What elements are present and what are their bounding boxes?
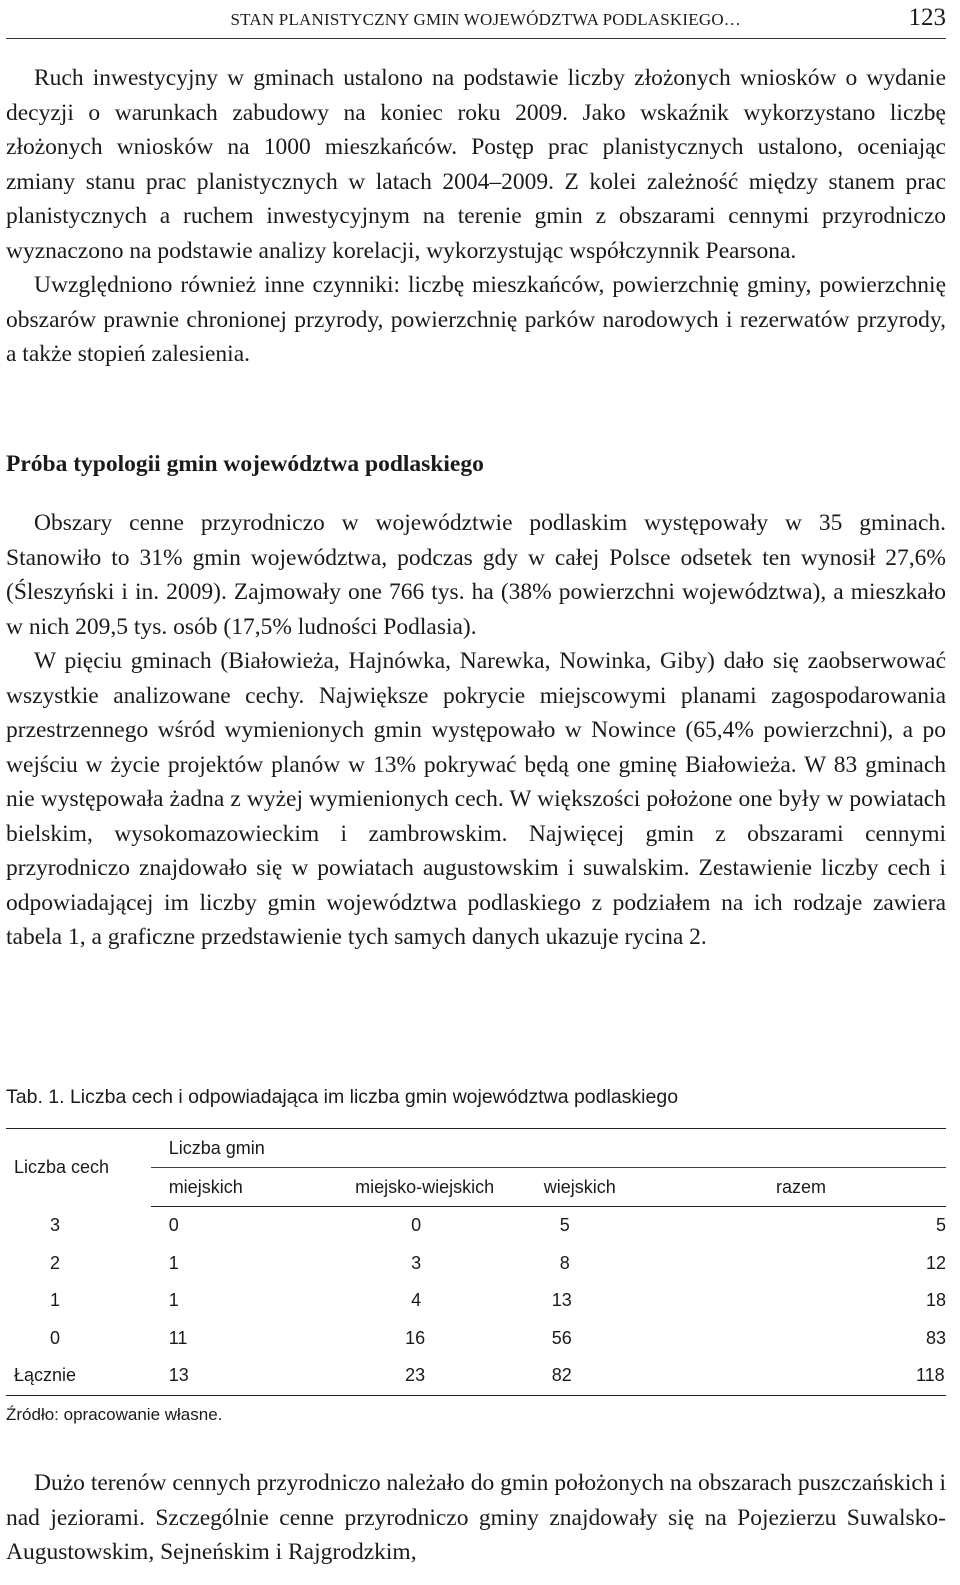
paragraph: W pięciu gminach (Białowieża, Hajnówka, Narewka, Nowinka, Giby) dało się zaobserwować wszystkie analizowane cechy. Największe pokrycie miejscowymi planami zagospodarowania przestrzennego wśród wymienionych gmin występowało w Nowince (65,4% powierzchni), a po wejściu w życie projektów planów w 13% pokrywać będą one gminę Białowieża. W 83 gminach nie występowała żadna z wyżej wymienionych cech. W większości położone one były w powiatach bielskim, wysokomazowieckim i zambrowskim. Najwięcej gmin z obszarami cennymi przyrodniczo znajdowało się w powiatach augustowskim i suwalskim. Zestawienie liczby cech i odpowiadającej im liczby gmin województwa podlaskiego z podziałem na ich rodzaje zawiera tabela 1, a graficzne przedstawienie tych samych danych ukazuje rycina 2.	[6, 648, 946, 950]
table-cell: 3	[411, 1252, 422, 1273]
table-cell: 5	[935, 1215, 946, 1236]
table-cell: 1	[168, 1252, 179, 1273]
table-row	[6, 1320, 946, 1358]
table-cell: 5	[559, 1215, 570, 1236]
table-cell: Łącznie	[6, 1357, 151, 1395]
column-group-label: Liczba gmin	[151, 1129, 946, 1168]
table-cell: 0	[50, 1327, 61, 1348]
column-header: wiejskich	[536, 1168, 716, 1207]
table-cell: 56	[551, 1327, 572, 1348]
table-cell: 3	[50, 1215, 61, 1235]
table-cell: 16	[405, 1327, 426, 1348]
table-cell: 23	[341, 1357, 536, 1395]
table-row	[6, 1245, 946, 1283]
paragraph: Obszary cenne przyrodniczo w województwie podlaskim występowały w 35 gminach. Stanowiło to 31% gmin województwa, podczas gdy w całej Polsce odsetek ten wynosił 27,6% (Śleszyński i in. 2009). Zajmowały one 766 tys. ha (38% powierzchni województwa), a mieszkało w nich 209,5 tys. osób (17,5% ludności Podlasia).	[6, 510, 946, 640]
table-cell: 82	[536, 1357, 716, 1395]
table-cell: 11	[168, 1327, 188, 1348]
table-row	[6, 1207, 946, 1245]
table-cell: 1	[50, 1290, 61, 1311]
row-header-label: Liczba cech	[6, 1129, 151, 1207]
data-table-wrapper	[6, 1128, 946, 1396]
table-caption: Tab. 1. Liczba cech i odpowiadająca im liczba gmin województwa podlaskiego	[6, 1086, 679, 1108]
table-cell: 0	[411, 1215, 422, 1236]
table-source: Źródło: opracowanie własne.	[6, 1405, 223, 1424]
body-text-bottom	[6, 1466, 946, 1570]
table-cell: 8	[559, 1252, 570, 1273]
table-cell: 0	[168, 1215, 179, 1236]
table-cell: 2	[50, 1252, 61, 1273]
table-cell: 13	[151, 1357, 341, 1395]
column-header: razem	[716, 1168, 946, 1207]
section-heading: Próba typologii gmin województwa podlaskiego	[6, 451, 484, 477]
body-text-top	[6, 61, 946, 372]
column-header: miejskich	[151, 1168, 341, 1207]
table-row	[6, 1282, 946, 1320]
column-header: miejsko-wiejskich	[341, 1168, 536, 1207]
paragraph: Uwzględniono również inne czynniki: liczbę mieszkańców, powierzchnię gminy, powierzchnię obszarów prawnie chronionej przyrody, powierzchnię parków narodowych i rezerwatów przyrody, a także stopień zalesienia.	[6, 272, 946, 367]
table-row-total	[6, 1357, 946, 1395]
table-cell: 13	[551, 1290, 572, 1311]
table-cell: 18	[925, 1290, 946, 1311]
paragraph: Dużo terenów cennych przyrodniczo należało do gmin położonych na obszarach puszczańskich i nad jeziorami. Szczególnie cenne przyrodniczo gminy znajdowały się na Pojezierzu Suwalsko-Augustowskim, Sejneńskim i Rajgrodzkim,	[6, 1470, 946, 1565]
body-text-middle	[6, 506, 946, 955]
table-cell: 118	[716, 1357, 946, 1395]
table-cell: 4	[411, 1290, 422, 1311]
running-header	[6, 4, 946, 39]
table-cell: 1	[168, 1290, 179, 1311]
running-title: STAN PLANISTYCZNY GMIN WOJEWÓDZTWA PODLASKIEGO…	[230, 10, 741, 29]
page-number: 123	[908, 4, 946, 31]
table-cell: 83	[925, 1327, 946, 1348]
table-cell: 12	[925, 1252, 946, 1273]
data-table	[6, 1128, 946, 1396]
paragraph: Ruch inwestycyjny w gminach ustalono na podstawie liczby złożonych wniosków o wydanie decyzji o warunkach zabudowy na koniec roku 2009. Jako wskaźnik wykorzystano liczbę złożonych wniosków na 1000 mieszkańców. Postęp prac planistycznych ustalono, oceniając zmiany stanu prac planistycznych w latach 2004–2009. Z kolei zależność między stanem prac planistycznych a ruchem inwestycyjnym na terenie gmin z obszarami cennymi przyrodniczo wyznaczono na podstawie analizy korelacji, wykorzystując współczynnik Pearsona.	[6, 65, 946, 264]
